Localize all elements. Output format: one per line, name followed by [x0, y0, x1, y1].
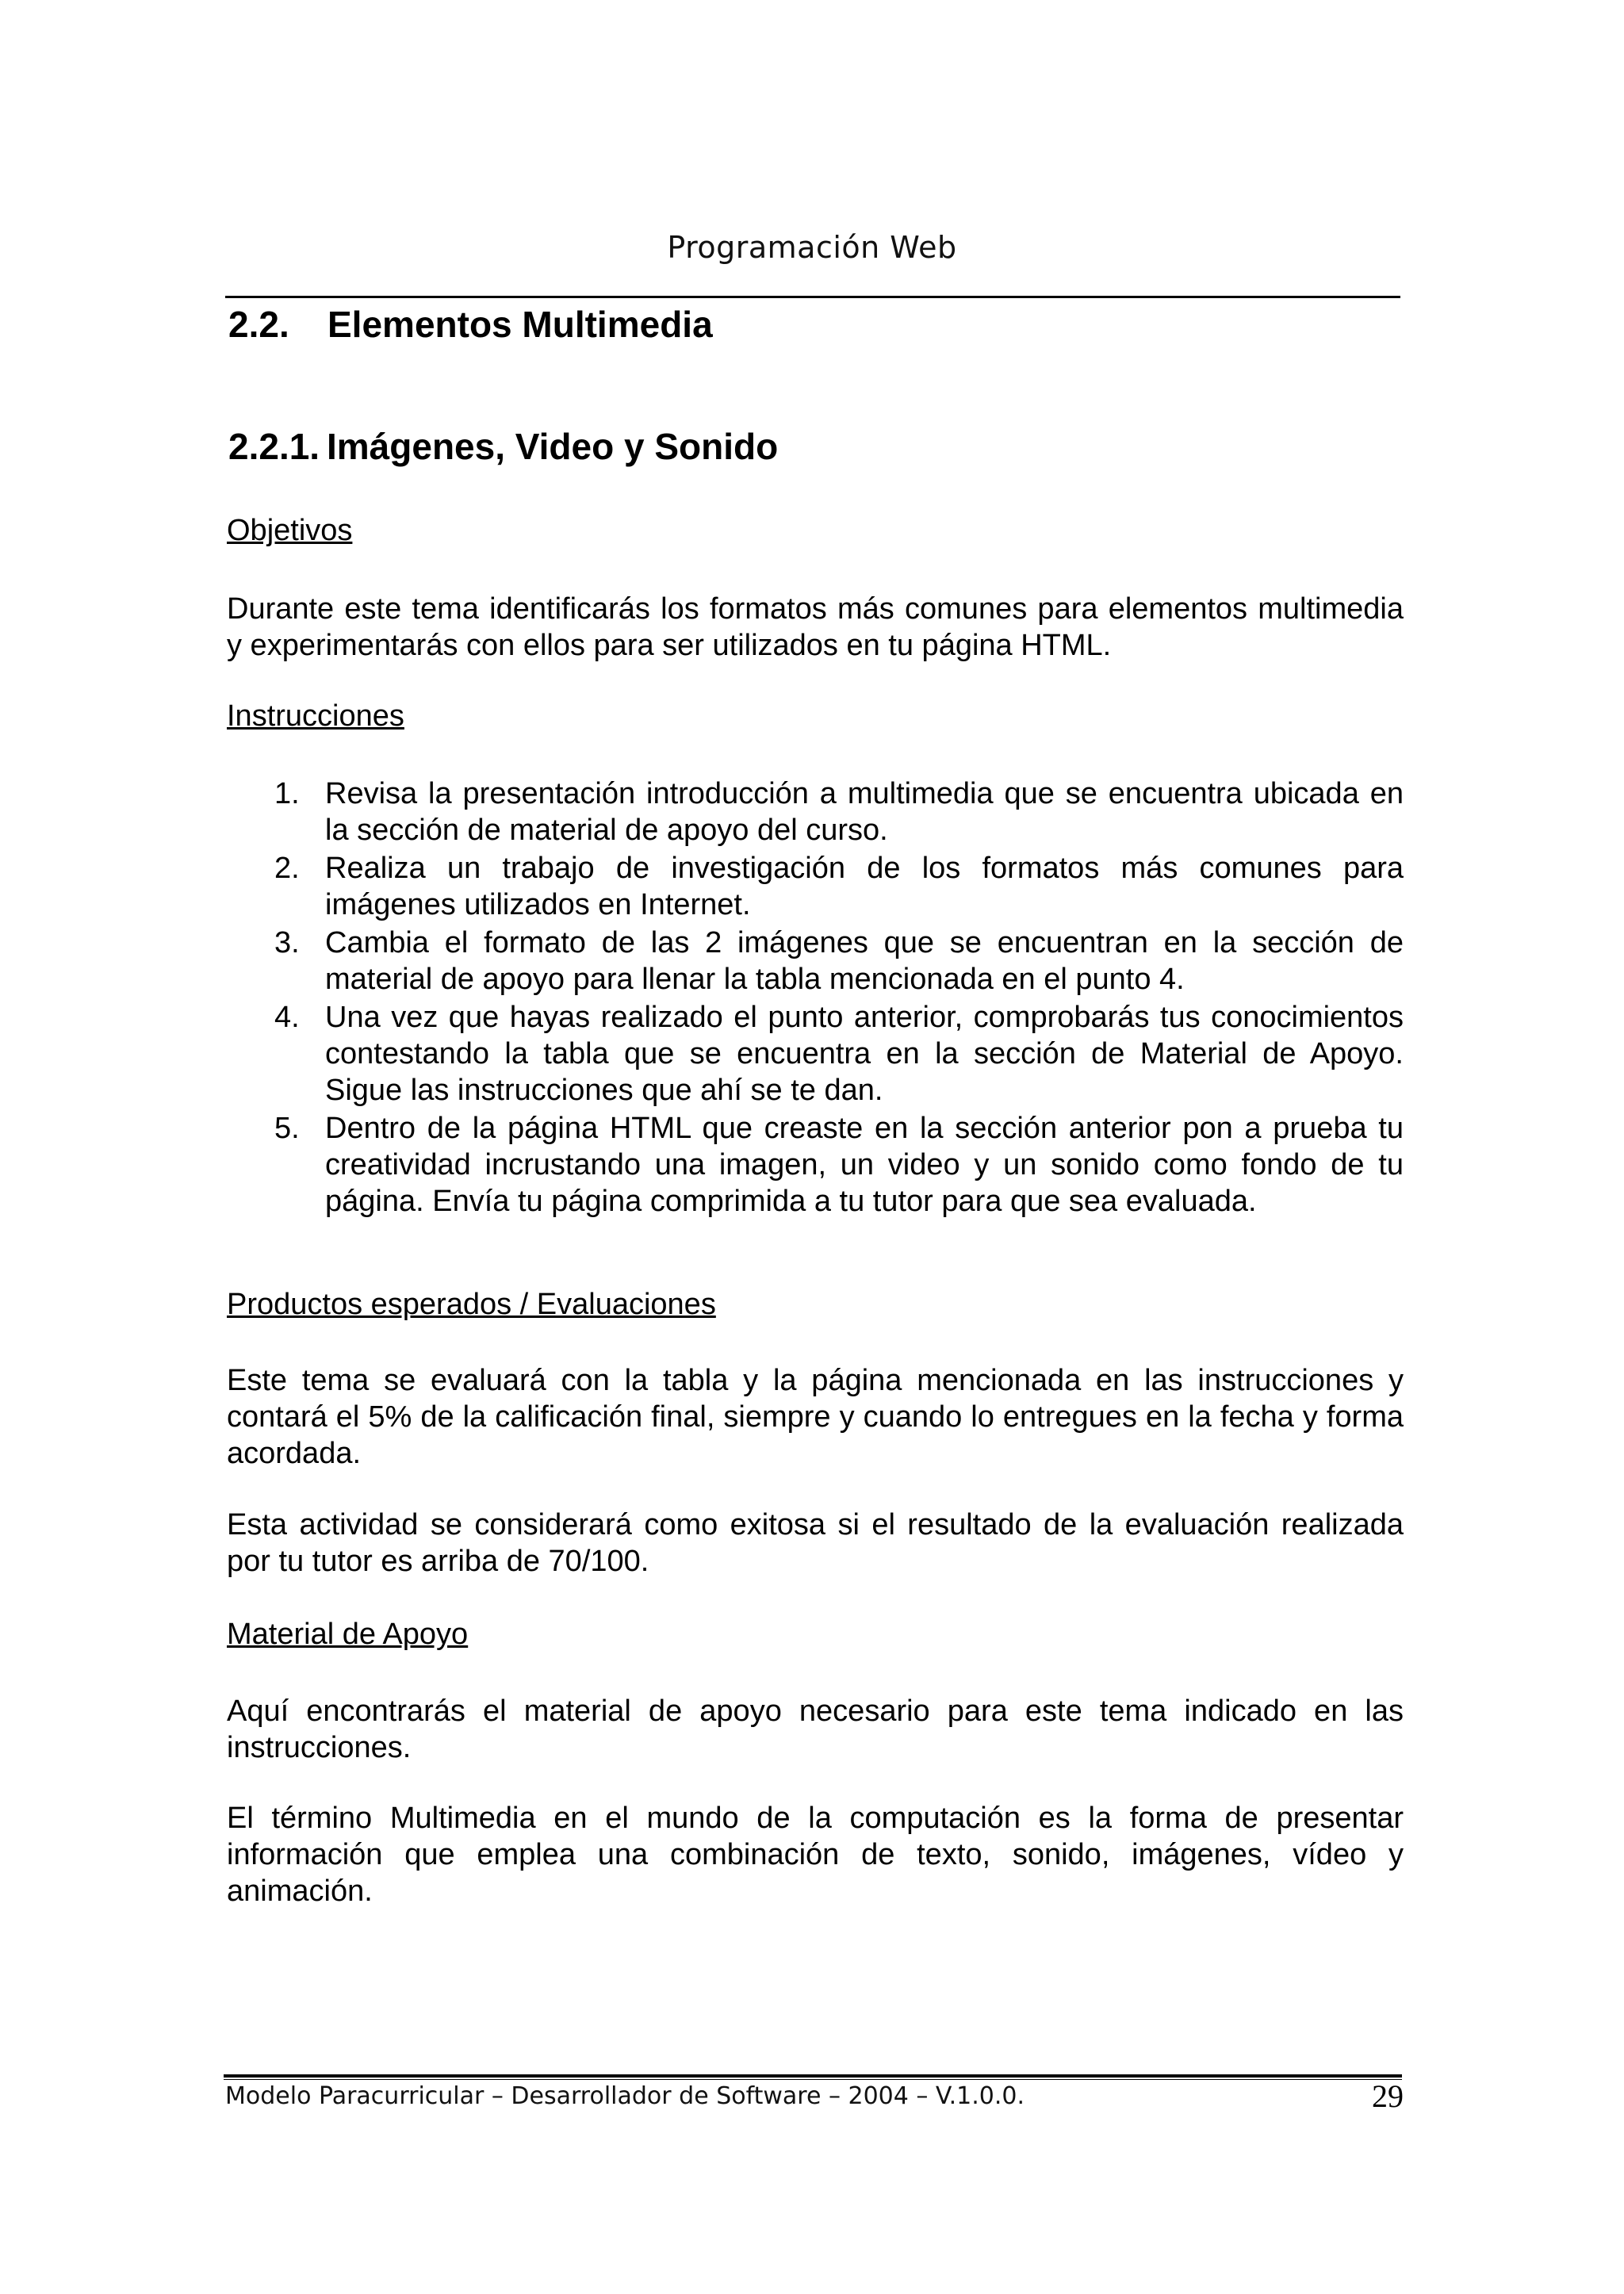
productos-para-1: Este tema se evaluará con la tabla y la página mencionada en las instrucciones y contará el 5% de la calificación final, siempre y cuando lo entregues en la fecha y forma acordada. [227, 1364, 1404, 1470]
list-item-number: 5. [274, 1112, 300, 1145]
footer-rule [224, 2074, 1402, 2080]
list-item-number: 3. [274, 926, 300, 959]
header-rule [225, 296, 1400, 298]
list-item-text: Realiza un trabajo de investigación de los formatos más comunes para imágenes utilizados en Internet. [325, 852, 1404, 921]
footer-text: Modelo Paracurricular – Desarrollador de Software – 2004 – V.1.0.0. [225, 2082, 1025, 2110]
list-item-text: Revisa la presentación introducción a multimedia que se encuentra ubicada en la sección de material de apoyo del curso. [325, 777, 1404, 847]
section-number: 2.2. [228, 304, 289, 345]
section-title: Elementos Multimedia [327, 304, 713, 345]
list-item-number: 2. [274, 852, 300, 885]
subsection-heading [228, 425, 778, 468]
objetivos-text: Durante este tema identificarás los formatos más comunes para elementos multimedia y experimentarás con ellos para ser utilizados en tu página HTML. [227, 592, 1404, 662]
list-item [227, 925, 1404, 998]
list-item-number: 1. [274, 777, 300, 810]
productos-para-2: Esta actividad se considerará como exitosa si el resultado de la evaluación realizada por tu tutor es arriba de 70/100. [227, 1508, 1404, 1578]
instrucciones-heading: Instrucciones [227, 699, 404, 733]
page-number: 29 [1372, 2078, 1404, 2114]
material-para-2: El término Multimedia en el mundo de la computación es la forma de presentar información que emplea una combinación de texto, sonido, imágenes, vídeo y animación. [227, 1802, 1404, 1908]
list-item [227, 1110, 1404, 1220]
list-item [227, 999, 1404, 1109]
list-item-number: 4. [274, 1001, 300, 1034]
page-header-title: Programación Web [667, 230, 957, 265]
list-item-text: Cambia el formato de las 2 imágenes que se encuentran en la sección de material de apoyo para llenar la tabla mencionada en el punto 4. [325, 926, 1404, 996]
objetivos-heading: Objetivos [227, 514, 353, 547]
list-item [227, 776, 1404, 848]
productos-heading: Productos esperados / Evaluaciones [227, 1288, 716, 1321]
list-item-text: Una vez que hayas realizado el punto anterior, comprobarás tus conocimientos contestando la tabla que se encuentra en la sección de Material de Apoyo. Sigue las instrucciones que ahí se te dan. [325, 1001, 1404, 1107]
list-item-text: Dentro de la página HTML que creaste en la sección anterior pon a prueba tu creatividad incrustando una imagen, un video y un sonido como fondo de tu página. Envía tu página comprimida a tu tutor para que sea evaluada. [325, 1112, 1404, 1218]
material-para-1: Aquí encontrarás el material de apoyo necesario para este tema indicado en las instrucciones. [227, 1695, 1404, 1764]
instrucciones-list [227, 776, 1404, 1221]
material-heading: Material de Apoyo [227, 1618, 469, 1651]
subsection-title: Imágenes, Video y Sonido [327, 426, 779, 467]
section-heading [228, 303, 713, 346]
list-item [227, 850, 1404, 923]
subsection-number: 2.2.1. [228, 426, 320, 467]
